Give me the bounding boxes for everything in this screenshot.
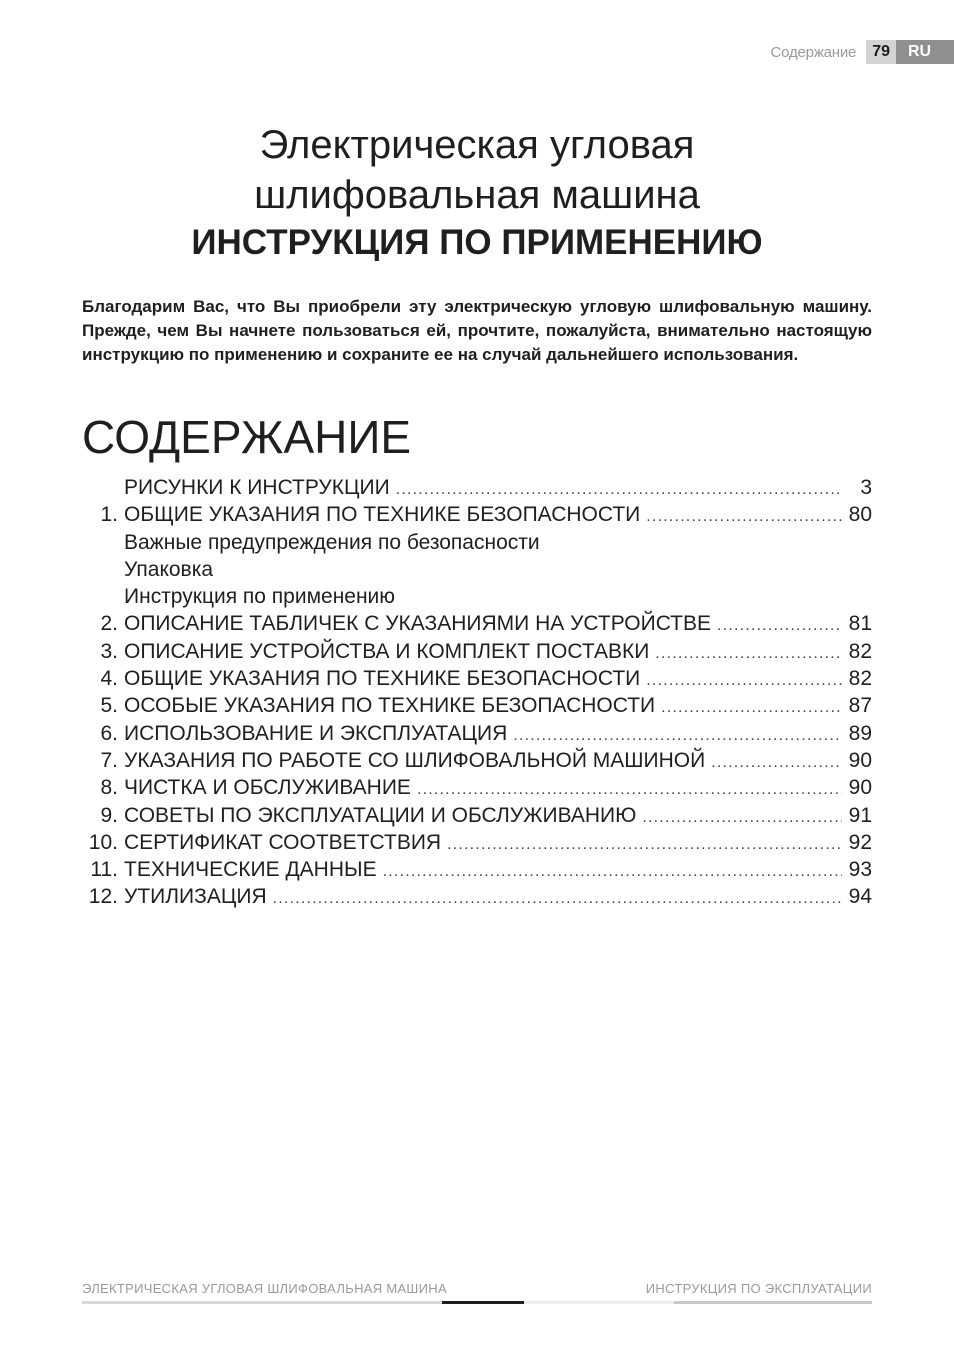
toc-item[interactable]: [82, 856, 872, 883]
toc-item-title: УТИЛИЗАЦИЯ: [124, 885, 267, 909]
toc-dot-leader: [513, 722, 842, 749]
toc-item-title: ОБЩИЕ УКАЗАНИЯ ПО ТЕХНИКЕ БЕЗОПАСНОСТИ: [124, 503, 641, 527]
toc-item-title: ТЕХНИЧЕСКИЕ ДАННЫЕ: [124, 858, 377, 882]
toc-item[interactable]: [82, 802, 872, 829]
toc-dot-leader: [646, 667, 842, 694]
toc-dot-leader: [655, 640, 842, 667]
toc-item-number: 9.: [100, 803, 118, 827]
toc-item-page: 92: [848, 830, 872, 854]
toc-dot-leader: [711, 749, 842, 776]
toc-item-title: СЕРТИФИКАТ СООТВЕТСТВИЯ: [124, 830, 442, 854]
footer-rule-segment: [82, 1301, 442, 1304]
toc-item-number: 6.: [100, 721, 118, 745]
footer-rule-segment: [442, 1301, 524, 1304]
toc-item-page: 89: [848, 721, 872, 745]
toc-item[interactable]: [82, 501, 872, 528]
toc-item-page: 87: [848, 694, 872, 718]
toc-item-number: 2.: [100, 612, 118, 636]
toc-item-title: Важные предупреждения по безопасности: [124, 530, 540, 554]
toc-item[interactable]: [82, 556, 872, 583]
toc-dot-leader: [661, 694, 842, 721]
toc-item-title: ОПИСАНИЕ УСТРОЙСТВА И КОМПЛЕКТ ПОСТАВКИ: [124, 639, 650, 663]
header-language-badge: RU: [896, 40, 954, 64]
toc-item-number: 7.: [100, 748, 118, 772]
toc-item-title: Инструкция по применению: [124, 585, 396, 609]
toc-item-title: ОПИСАНИЕ ТАБЛИЧЕК С УКАЗАНИЯМИ НА УСТРОЙСТВЕ: [124, 612, 712, 636]
toc-item[interactable]: [82, 529, 872, 556]
toc-dot-leader: [642, 804, 842, 831]
footer-rule-segment: [674, 1301, 872, 1304]
title-line-2: шлифовальная машина: [254, 173, 700, 217]
toc-item-title: ЧИСТКА И ОБСЛУЖИВАНИЕ: [124, 776, 411, 800]
toc-item-number: 4.: [100, 667, 118, 691]
toc-item[interactable]: [82, 883, 872, 910]
toc-item-title: ОСОБЫЕ УКАЗАНИЯ ПО ТЕХНИКЕ БЕЗОПАСНОСТИ: [124, 694, 656, 718]
toc-item-page: 80: [848, 503, 872, 527]
toc-item[interactable]: [82, 610, 872, 637]
toc-item-number: 10.: [88, 830, 118, 854]
title-line-1: Электрическая угловая: [259, 123, 695, 167]
toc-dot-leader: [383, 858, 842, 885]
toc-item[interactable]: [82, 638, 872, 665]
toc-item-page: 93: [848, 858, 872, 882]
toc-item[interactable]: [82, 665, 872, 692]
footer-rule-segment: [524, 1301, 674, 1304]
header-section-label: Содержание: [770, 43, 857, 61]
toc-item[interactable]: [82, 583, 872, 610]
toc-item-number: 1.: [100, 503, 118, 527]
toc-item-page: 82: [848, 667, 872, 691]
toc-item[interactable]: [82, 692, 872, 719]
toc-item-number: 3.: [100, 639, 118, 663]
toc-item[interactable]: [82, 747, 872, 774]
toc-item-title: ИСПОЛЬЗОВАНИЕ И ЭКСПЛУАТАЦИЯ: [124, 721, 508, 745]
document-title: [0, 120, 954, 266]
toc-dot-leader: [447, 831, 842, 858]
toc-item-page: 90: [848, 776, 872, 800]
intro-paragraph: Благодарим Вас, что Вы приобрели эту электрическую угловую шлифовальную машину. Прежде, чем Вы начнете пользоваться ей, прочтите, пожалуйста, внимательно настоящую инструкцию по применению и сохраните ее на случай дальнейшего использования.: [82, 297, 872, 364]
toc-item-page: 82: [848, 639, 872, 663]
toc-item[interactable]: [82, 774, 872, 801]
toc-item-title: ОБЩИЕ УКАЗАНИЯ ПО ТЕХНИКЕ БЕЗОПАСНОСТИ: [124, 667, 641, 691]
toc-dot-leader: [646, 503, 842, 530]
toc-item-title: УКАЗАНИЯ ПО РАБОТЕ СО ШЛИФОВАЛЬНОЙ МАШИНОЙ: [124, 748, 706, 772]
toc-item-title: Упаковка: [124, 557, 214, 581]
page-header: [771, 40, 954, 64]
toc-item-title: РИСУНКИ К ИНСТРУКЦИИ: [124, 476, 390, 499]
toc-item[interactable]: [82, 720, 872, 747]
header-page-number: 79: [866, 40, 896, 64]
footer-left-text: ЭЛЕКТРИЧЕСКАЯ УГЛОВАЯ ШЛИФОВАЛЬНАЯ МАШИНА: [82, 1281, 447, 1296]
title-line-3: ИНСТРУКЦИЯ ПО ПРИМЕНЕНИЮ: [191, 223, 763, 262]
toc-item-title: СОВЕТЫ ПО ЭКСПЛУАТАЦИИ И ОБСЛУЖИВАНИЮ: [124, 803, 637, 827]
toc-dot-leader: [417, 776, 842, 803]
toc-item-number: 8.: [100, 776, 118, 800]
toc-dot-leader: [396, 476, 842, 503]
toc-item[interactable]: [82, 474, 872, 501]
toc-heading: СОДЕРЖАНИЕ: [82, 411, 412, 463]
toc-item-number: 5.: [100, 694, 118, 718]
toc-dot-leader: [717, 612, 842, 639]
toc-item[interactable]: [82, 829, 872, 856]
footer-right-text: ИНСТРУКЦИЯ ПО ЭКСПЛУАТАЦИИ: [645, 1281, 872, 1296]
toc-item-number: 12.: [88, 885, 118, 909]
toc-item-page: 94: [848, 885, 872, 909]
toc-item-number: 11.: [90, 858, 118, 882]
table-of-contents: [82, 474, 872, 911]
toc-dot-leader: [273, 885, 842, 912]
toc-item-page: 81: [848, 612, 872, 636]
toc-item-page: 91: [848, 803, 872, 827]
toc-item-page: 90: [848, 748, 872, 772]
toc-item-page: 3: [860, 476, 872, 499]
